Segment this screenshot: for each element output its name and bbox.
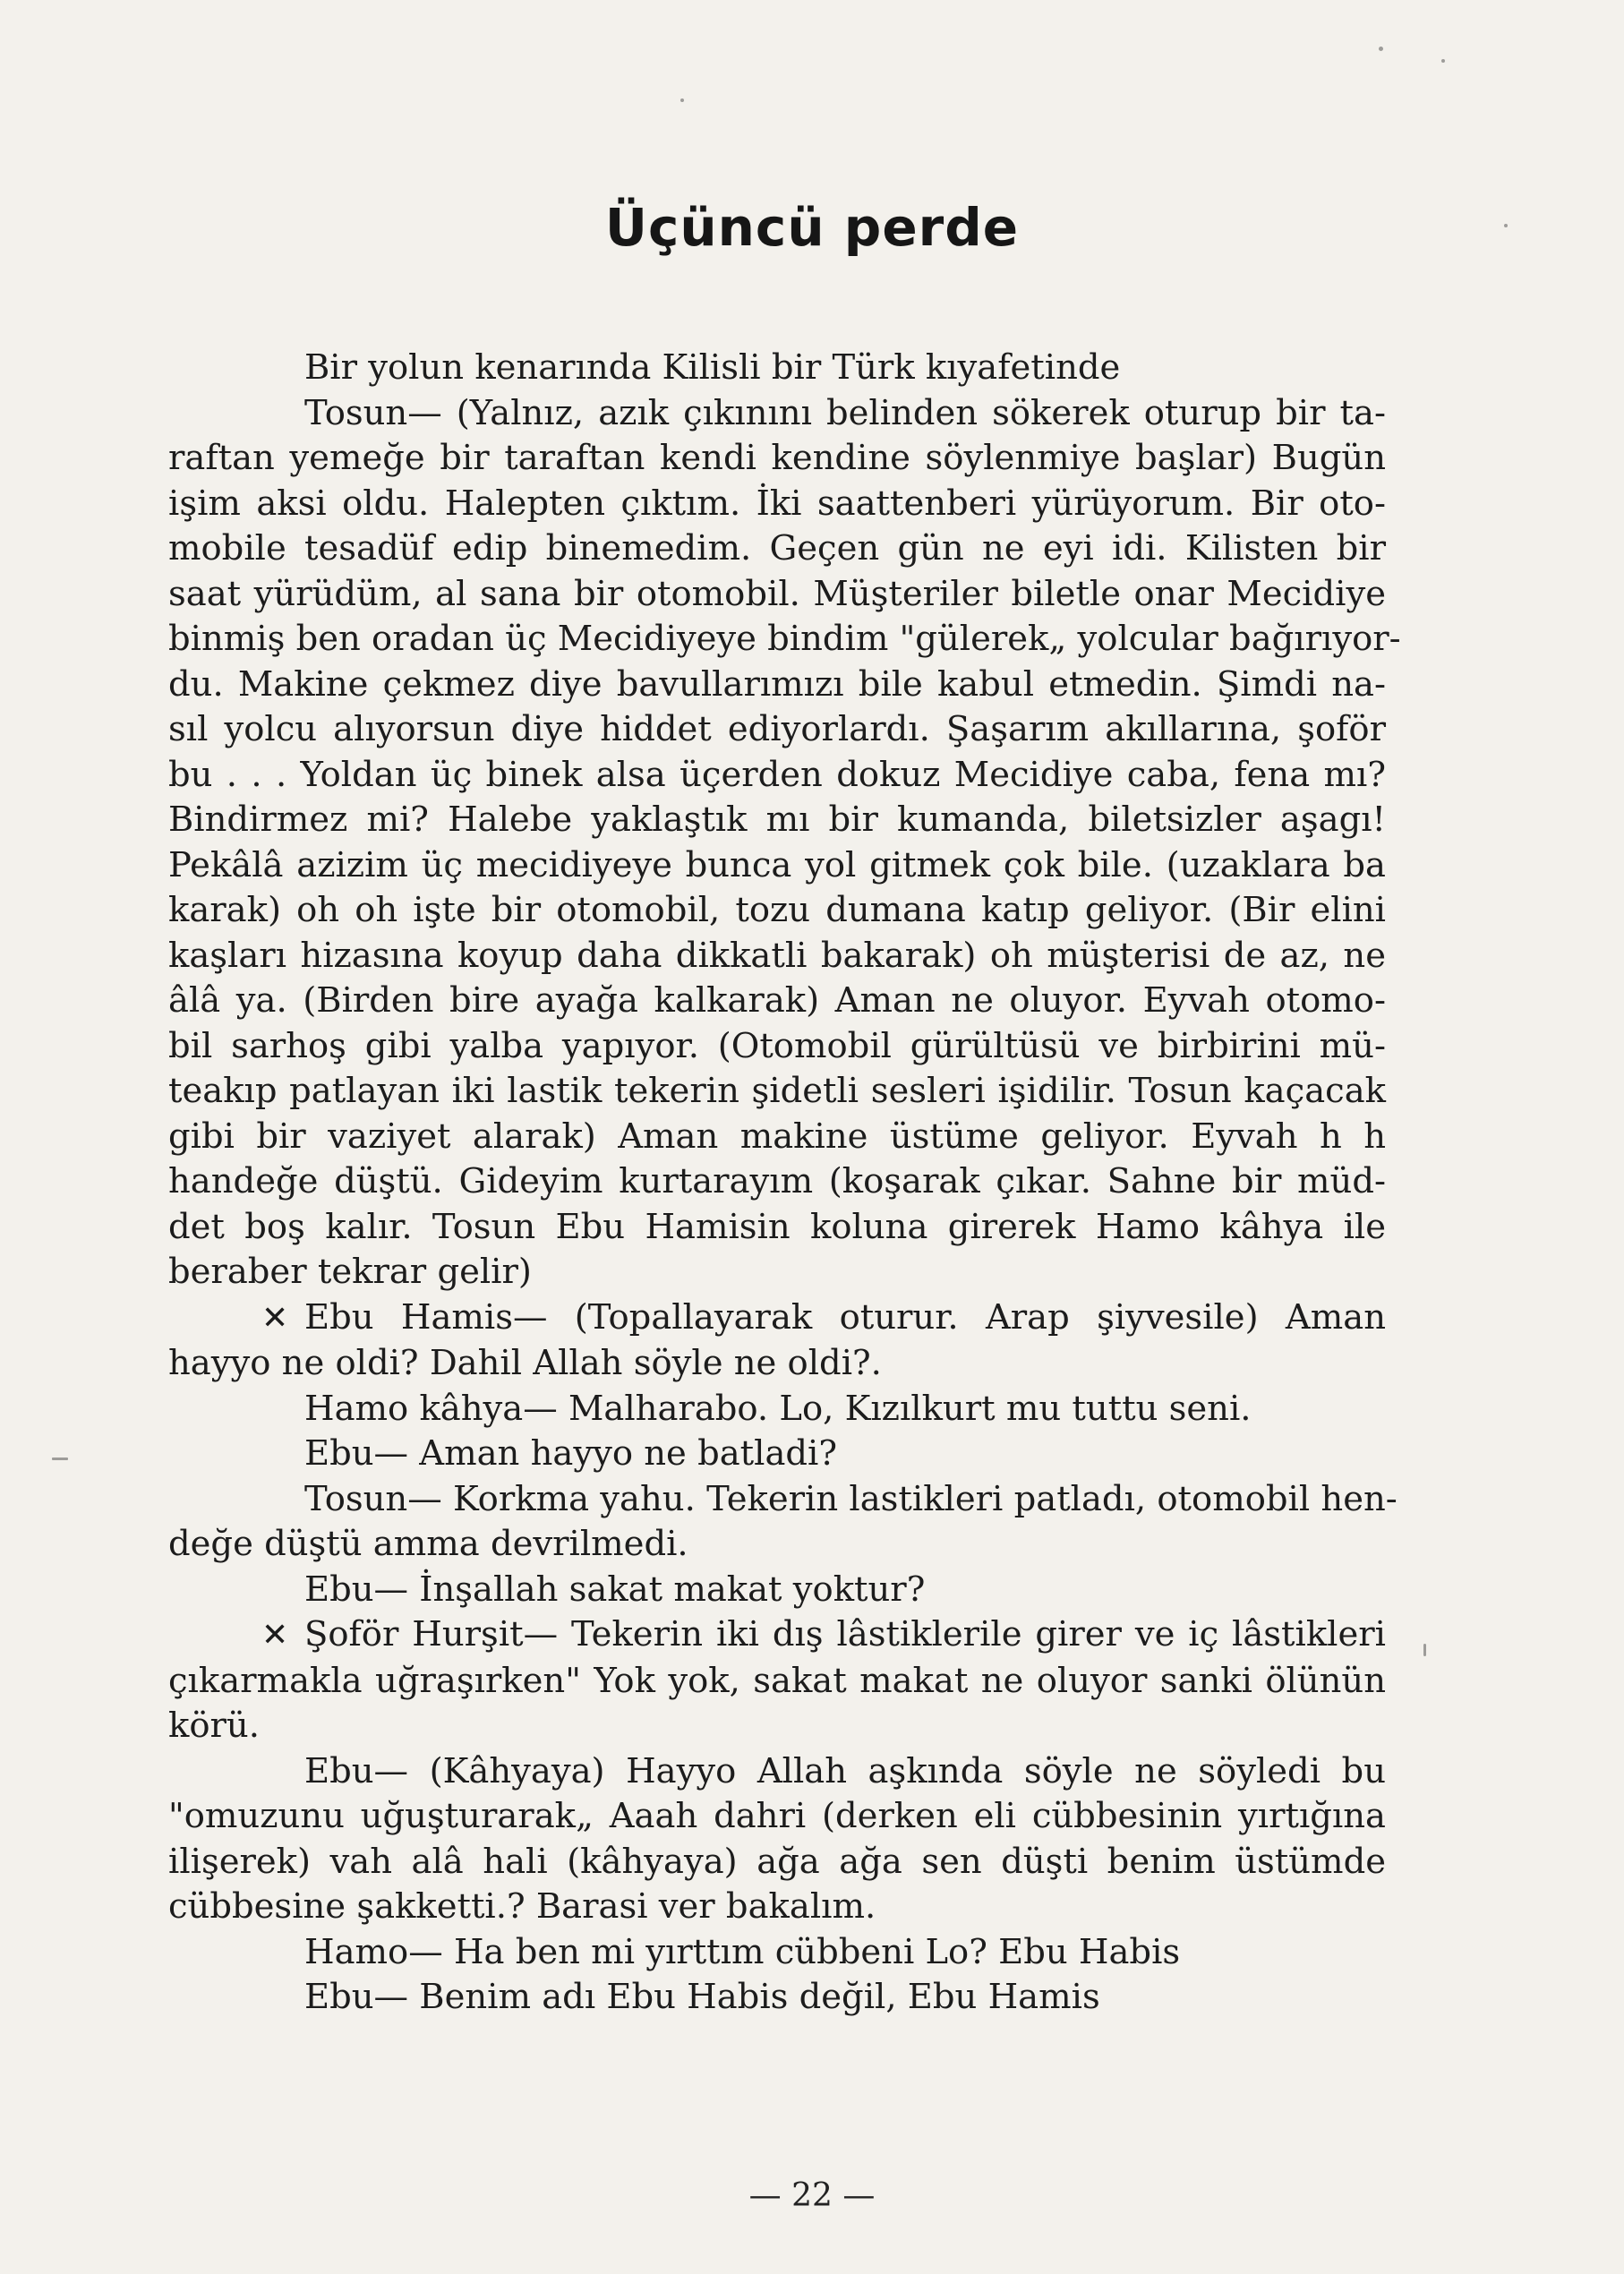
text-line-content: raftan yemeğe bir taraftan kendi kendine söylenmiye başlar) Bugün [168,438,1386,478]
text-line [168,1250,1386,1295]
text-line [168,1069,1386,1115]
text-line-content: sıl yolcu alıyorsun diye hiddet ediyorlardı. Şaşarım akıllarına, şoför [168,709,1386,749]
text-line-content: Ebu Hamis— (Topallayarak oturur. Arap şiyvesile) Aman [304,1296,1386,1338]
text-line [168,888,1386,934]
text-line-content: Tosun— (Yalnız, azık çıkınını belinden sökerek oturup bir ta- [304,392,1386,433]
text-line [168,843,1386,889]
text-line [168,572,1386,618]
text-line [168,1659,1386,1705]
text-line [168,1477,1397,1523]
text-line-content: Ebu— Aman hayyo ne batladi? [304,1433,838,1474]
text-line-content: Ebu— İnşallah sakat makat yoktur? [304,1569,926,1610]
text-line-content: bil sarhoş gibi yalba yapıyor. (Otomobil gürültüsü ve birbirini mü- [168,1025,1386,1066]
text-line [168,436,1386,482]
text-line-content: Bir yolun kenarında Kilisli bir Türk kıyafetinde [304,347,1121,388]
text-line [168,346,1386,391]
text-line-content: değe düştü amma devrilmedi. [168,1524,688,1564]
scan-speck [52,1458,68,1460]
handwritten-mark: ✕ [261,1617,289,1654]
text-line [168,1341,1386,1387]
text-line [168,663,1386,708]
text-line-content: hayyo ne oldi? Dahil Allah söyle ne oldi?. [168,1343,882,1383]
text-line-content: ilişerek) vah alâ hali (kâhyaya) ağa ağa sen düşti benim üstümde [168,1841,1386,1882]
text-line-content: Bindirmez mi? Halebe yaklaştık mı bir kumanda, biletsizler aşagı! [168,799,1386,840]
text-line [168,391,1386,437]
text-line-content: çıkarmakla uğraşırken" Yok yok, sakat makat ne oluyor sanki ölünün [168,1660,1386,1701]
text-line [168,979,1386,1024]
text-line-content: bu . . . Yoldan üç binek alsa üçerden dokuz Mecidiye caba, fena mı? [168,754,1386,795]
text-line-content: Pekâlâ azizim üç mecidiyeye bunca yol gitmek çok bile. (uzaklara ba [168,844,1386,885]
text-line-content: det boş kalır. Tosun Ebu Hamisin koluna girerek Hamo kâhya ile [168,1206,1386,1247]
handwritten-mark: ✕ [261,1299,289,1337]
text-line-content: teakıp patlayan iki lastik tekerin şidetli sesleri işidilir. Tosun kaçacak [168,1071,1386,1111]
text-line [168,1704,1386,1749]
text-line [168,1885,1386,1930]
text-line-content: saat yürüdüm, al sana bir otomobil. Müşteriler biletle onar Mecidiye [168,573,1386,614]
text-line-content: Hamo kâhya— Malharabo. Lo, Kızılkurt mu tuttu seni. [304,1388,1252,1429]
text-line [168,1295,1386,1342]
text-line [168,934,1386,979]
page-title: Üçüncü perde [604,197,1020,258]
text-line-content: körü. [168,1706,260,1746]
scan-speck [1423,1644,1426,1656]
text-line [168,1612,1386,1659]
text-line-content: du. Makine çekmez diye bavullarımızı bile kabul etmedin. Şimdi na- [168,663,1386,705]
text-line [168,482,1386,527]
text-line [168,617,1401,663]
text-line-content: binmiş ben oradan üç Mecidiyeye bindim "gülerek„ yolcular bağırıyor- [168,619,1401,659]
text-line [168,1930,1386,1976]
text-line-content: handeğe düştü. Gideyim kurtarayım (koşarak çıkar. Sahne bir müd- [168,1161,1386,1201]
text-line [168,1794,1386,1840]
text-line-content: Tosun— Korkma yahu. Tekerin lastikleri patladı, otomobil hen- [304,1478,1397,1519]
text-line-content: karak) oh oh işte bir otomobil, tozu dumana katıp geliyor. (Bir elini [168,890,1386,930]
text-line-content: mobile tesadüf edip binemedim. Geçen gün ne eyi idi. Kilisten bir [168,528,1386,568]
text-line-content: kaşları hizasına koyup daha dikkatli bakarak) oh müşterisi de az, ne [168,935,1386,976]
text-line-content: işim aksi oldu. Halepten çıktım. İki saattenberi yürüyorum. Bir oto- [168,483,1386,524]
text-line [168,1205,1386,1251]
text-line [168,1115,1386,1160]
text-line-content: gibi bir vaziyet alarak) Aman makine üstüme geliyor. Eyvah h h [168,1116,1386,1157]
text-line [168,798,1386,843]
text-line [168,1024,1386,1070]
text-line-content: "omuzunu uğuşturarak„ Aaah dahri (derken eli cübbesinin yırtığına [168,1796,1386,1836]
text-line-content: cübbesine şakketti.? Barasi ver bakalım. [168,1886,876,1927]
text-line-content: Ebu— Benim adı Ebu Habis değil, Ebu Hamis [304,1977,1100,2017]
text-line [168,1159,1386,1205]
text-line [168,1749,1386,1795]
scan-speck [1441,59,1445,63]
page-number: — 22 — [748,2177,876,2214]
text-line [168,1432,1386,1477]
scan-speck [680,98,684,102]
text-line-content: Şoför Hurşit— Tekerin iki dış lâstiklerile girer ve iç lâstikleri [304,1614,1386,1654]
play-text [168,346,1401,2021]
text-line [168,1387,1386,1432]
scan-speck [1504,224,1508,227]
text-line [168,526,1386,572]
text-line [168,753,1386,799]
text-line-content: âlâ ya. (Birden bire ayağa kalkarak) Aman ne oluyor. Eyvah otomo- [168,980,1386,1021]
text-line [168,707,1386,753]
scan-speck [1379,47,1383,51]
text-line-content: beraber tekrar gelir) [168,1252,532,1292]
text-line [168,1568,1386,1613]
text-line [168,1522,1386,1568]
text-line-content: Hamo— Ha ben mi yırttım cübbeni Lo? Ebu Habis [304,1931,1181,1972]
text-line [168,1840,1386,1885]
text-line-content: Ebu— (Kâhyaya) Hayyo Allah aşkında söyle ne söyledi bu [304,1750,1386,1791]
text-line [168,1975,1386,2021]
